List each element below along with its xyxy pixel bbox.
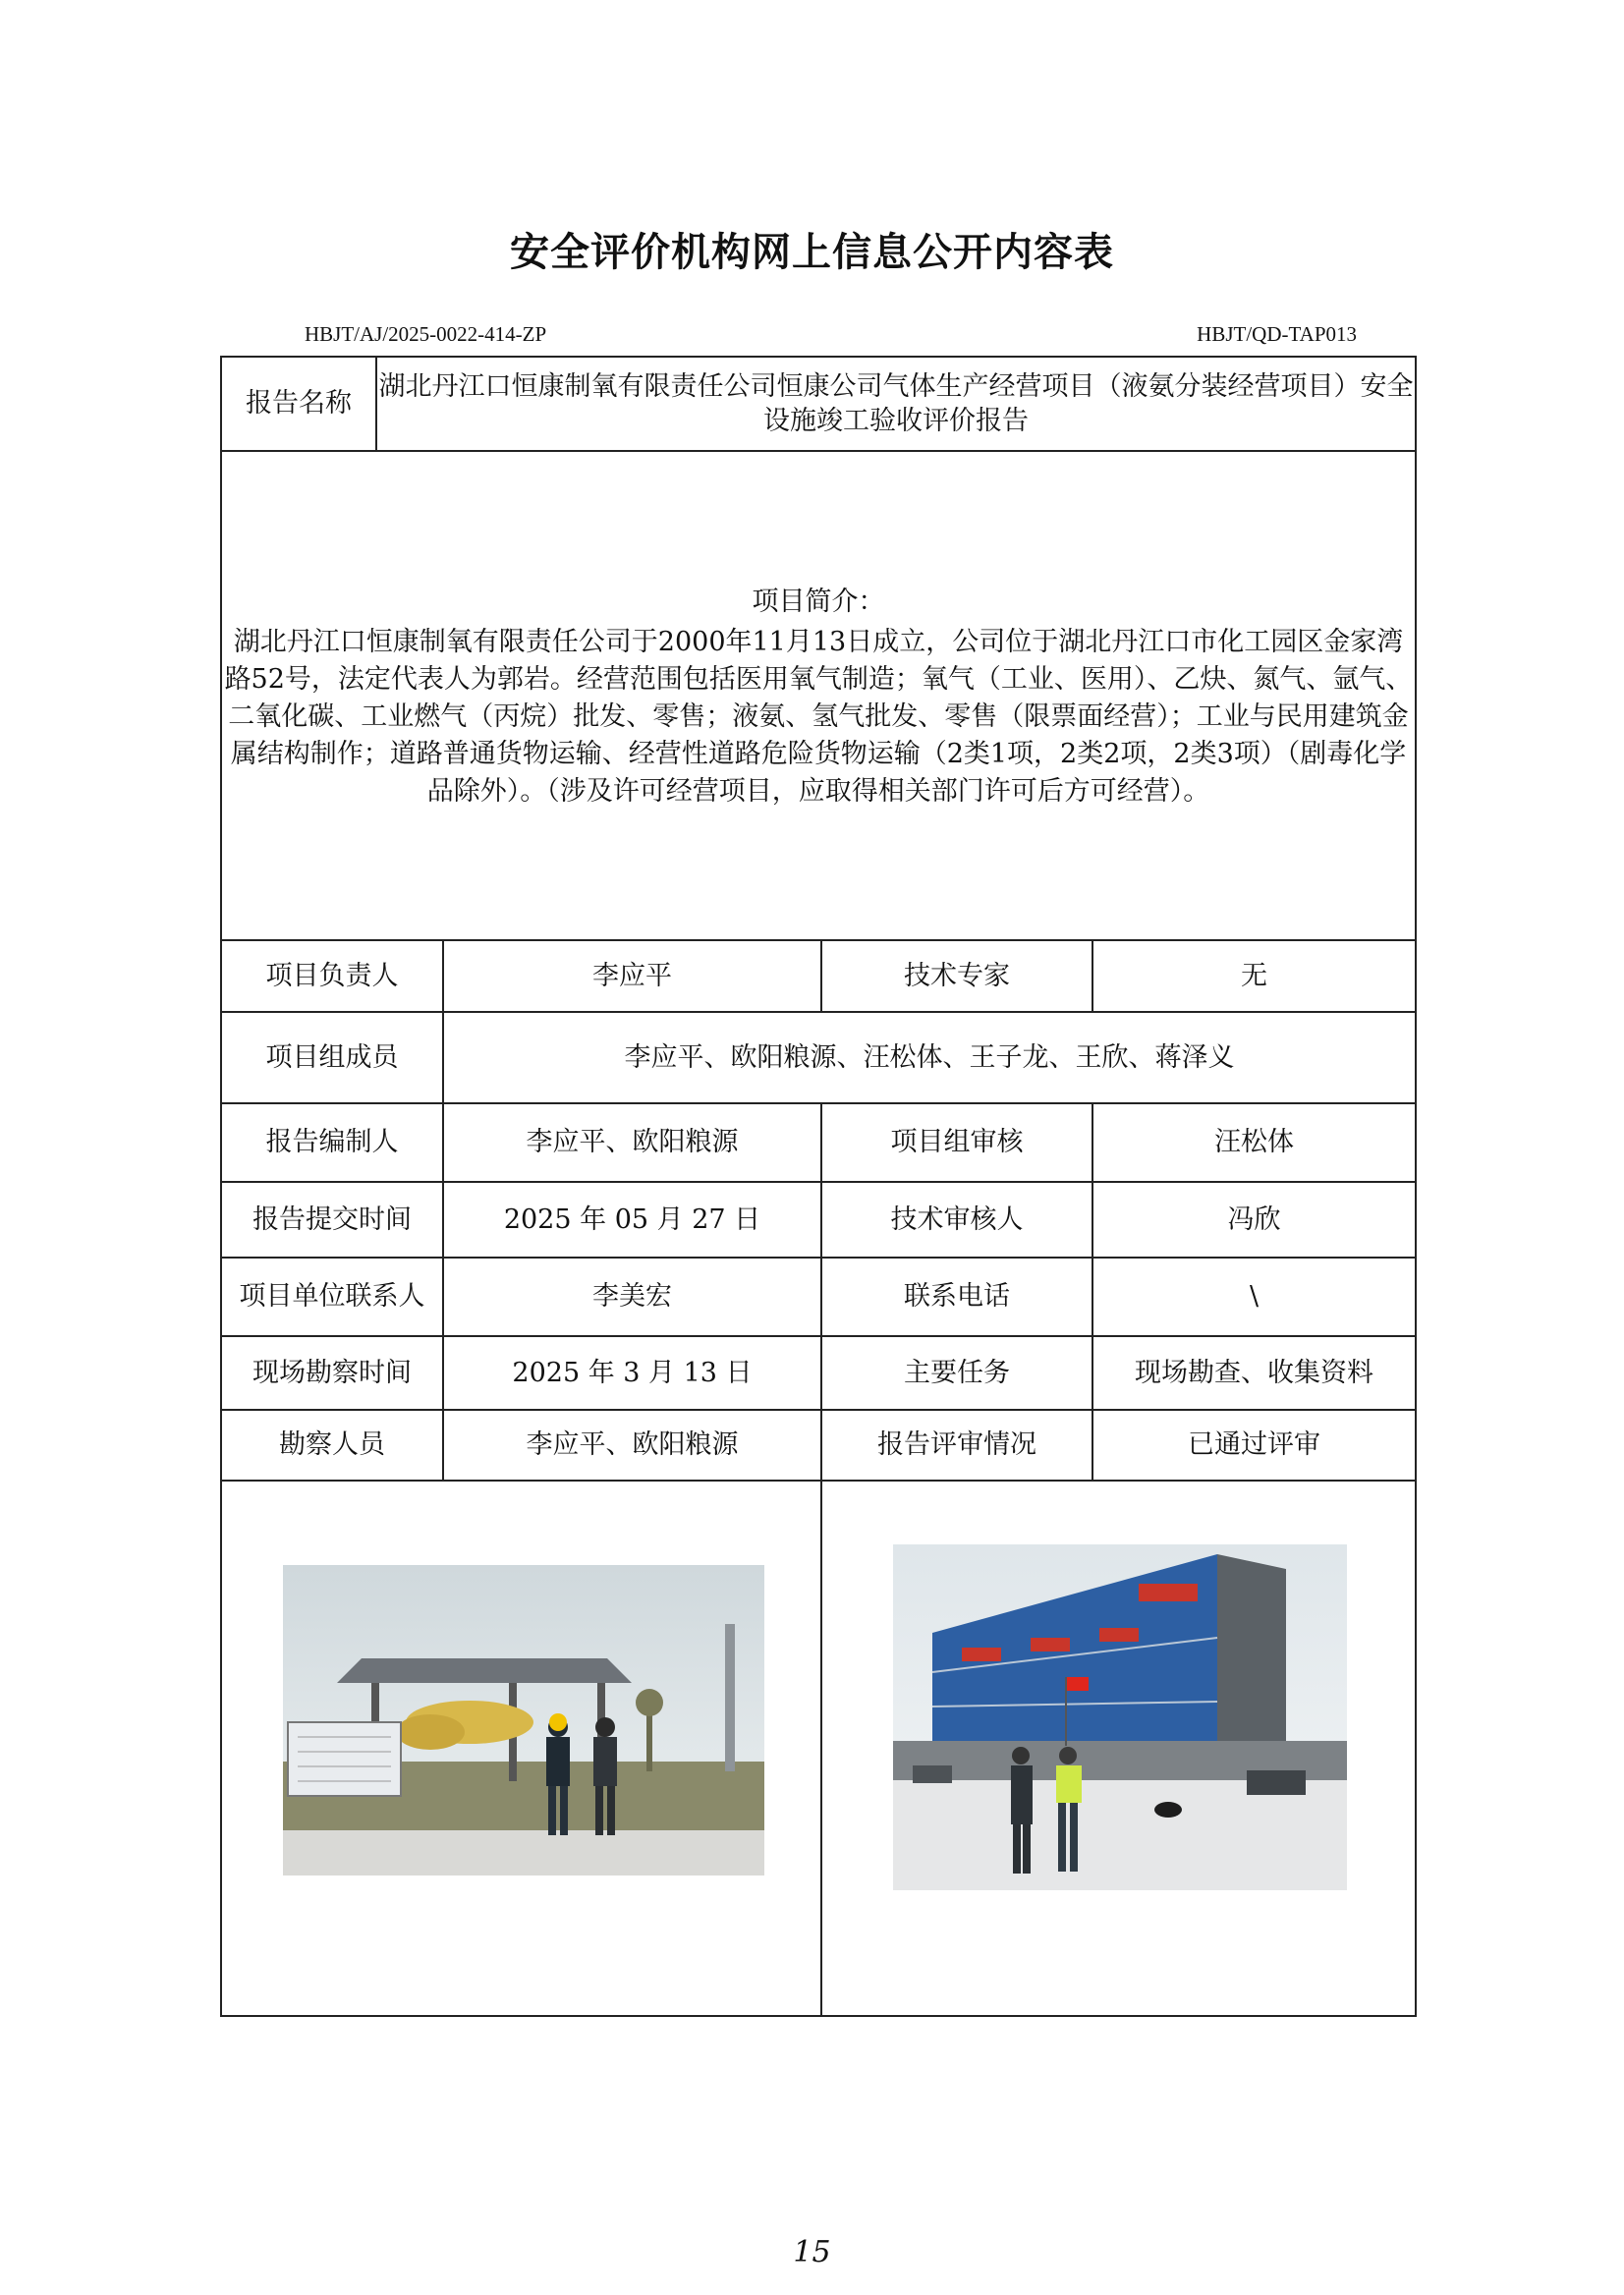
row-project-leader <box>221 940 1416 1012</box>
report-author-label: 报告编制人 <box>221 1103 443 1182</box>
review-status-value: 已通过评审 <box>1092 1410 1416 1481</box>
main-task-value: 现场勘查、收集资料 <box>1092 1336 1416 1410</box>
team-members-value: 李应平、欧阳粮源、汪松体、王子龙、王欣、蒋泽义 <box>443 1012 1416 1103</box>
row-report-author <box>221 1103 1416 1182</box>
row-photos <box>221 1481 1416 2016</box>
row-project-intro <box>221 451 1416 940</box>
project-intro-cell <box>221 451 1416 940</box>
row-surveyors <box>221 1410 1416 1481</box>
page-title: 安全评价机构网上信息公开内容表 <box>510 230 1114 275</box>
tech-expert-value: 无 <box>1092 940 1416 1012</box>
project-intro-text: 湖北丹江口恒康制氧有限责任公司于2000年11月13日成立，公司位于湖北丹江口市化工园区金家湾路52号，法定代表人为郭岩。经营范围包括医用氧气制造；氧气（工业、医用）、乙炔、氮气、氩气、二氧化碳、工业燃气（丙烷）批发、零售；液氨、氢气批发、零售（限票面经营）；工业与民用建筑金属结构制作；道路普通货物运输、经营性道路危险货物运输（2类1项，2类2项，2类3项）（剧毒化学品除外）。（涉及许可经营项目，应取得相关部门许可后方可经营）。 <box>224 627 1413 807</box>
submit-time-label: 报告提交时间 <box>221 1182 443 1258</box>
surveyors-value: 李应平、欧阳粮源 <box>443 1410 821 1481</box>
report-name-label: 报告名称 <box>221 357 376 451</box>
survey-time-label: 现场勘察时间 <box>221 1336 443 1410</box>
photo-cell-right <box>821 1481 1416 2016</box>
team-review-label: 项目组审核 <box>821 1103 1092 1182</box>
surveyors-label: 勘察人员 <box>221 1410 443 1481</box>
document-code-left: HBJT/AJ/2025-0022-414-ZP <box>305 322 547 346</box>
team-members-label: 项目组成员 <box>221 1012 443 1103</box>
site-photo-storage-area <box>283 1565 764 1875</box>
submit-time-value: 2025 年 05 月 27 日 <box>443 1182 821 1258</box>
contact-person-label: 项目单位联系人 <box>221 1258 443 1336</box>
info-table <box>220 356 1417 2017</box>
row-report-name <box>221 357 1416 451</box>
site-photo-office-building <box>893 1544 1347 1890</box>
contact-phone-value: \ <box>1092 1258 1416 1336</box>
tech-expert-label: 技术专家 <box>821 940 1092 1012</box>
page-number: 15 <box>793 2235 831 2269</box>
review-status-label: 报告评审情况 <box>821 1410 1092 1481</box>
site-photo-office-building-image <box>893 1544 1347 1890</box>
row-survey-time <box>221 1336 1416 1410</box>
project-leader-label: 项目负责人 <box>221 940 443 1012</box>
report-name-value: 湖北丹江口恒康制氧有限责任公司恒康公司气体生产经营项目（液氨分装经营项目）安全设施竣工验收评价报告 <box>376 357 1416 451</box>
site-photo-storage-area-image <box>283 1565 764 1875</box>
contact-person-value: 李美宏 <box>443 1258 821 1336</box>
contact-phone-label: 联系电话 <box>821 1258 1092 1336</box>
photo-cell-left <box>221 1481 821 2016</box>
survey-time-value: 2025 年 3 月 13 日 <box>443 1336 821 1410</box>
main-task-label: 主要任务 <box>821 1336 1092 1410</box>
row-submit-time <box>221 1182 1416 1258</box>
project-leader-value: 李应平 <box>443 940 821 1012</box>
tech-reviewer-label: 技术审核人 <box>821 1182 1092 1258</box>
document-code-right: HBJT/QD-TAP013 <box>1197 322 1357 346</box>
row-contact <box>221 1258 1416 1336</box>
tech-reviewer-value: 冯欣 <box>1092 1182 1416 1258</box>
project-intro-label: 项目简介： <box>752 587 885 617</box>
team-review-value: 汪松体 <box>1092 1103 1416 1182</box>
report-author-value: 李应平、欧阳粮源 <box>443 1103 821 1182</box>
row-team-members <box>221 1012 1416 1103</box>
